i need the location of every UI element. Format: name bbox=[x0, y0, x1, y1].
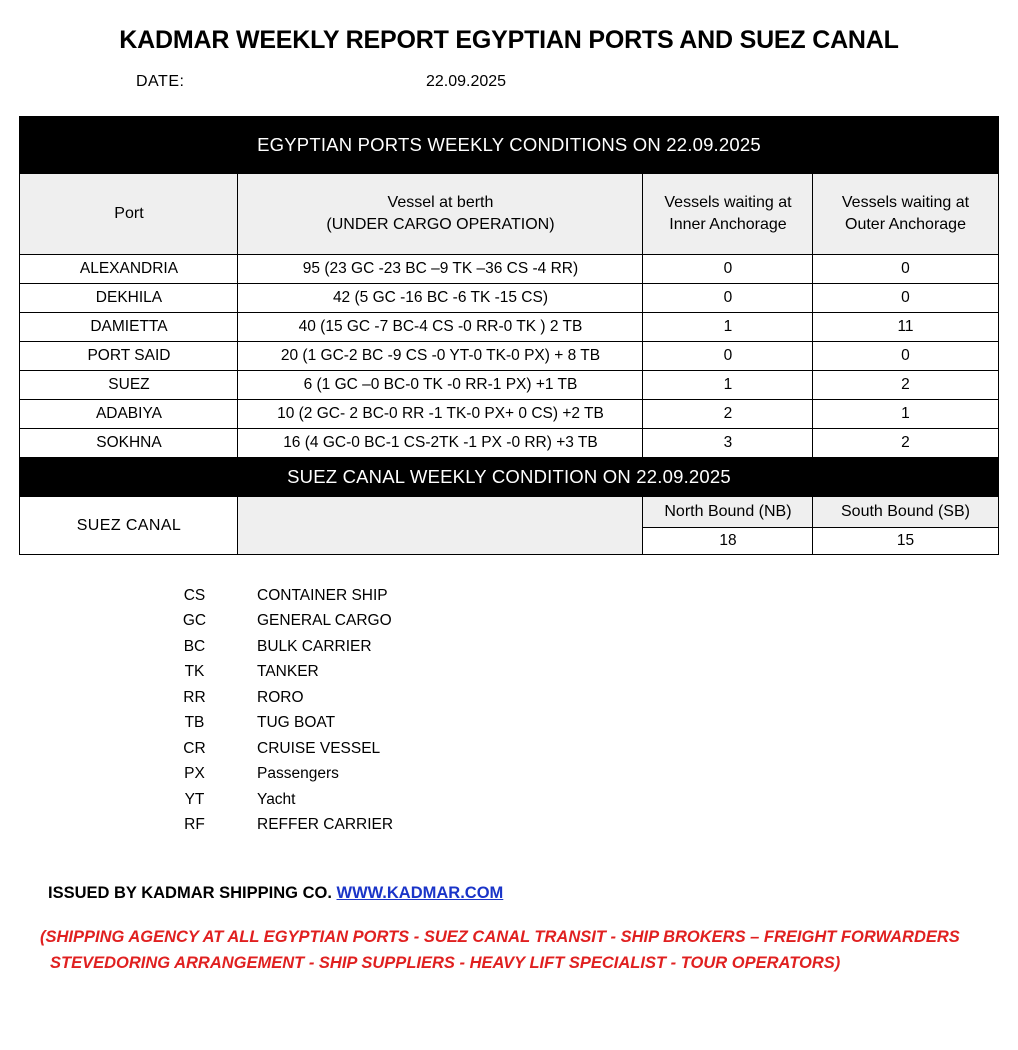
report-table bbox=[19, 116, 998, 555]
legend-description: RORO bbox=[257, 688, 304, 706]
row-outer: 2 bbox=[813, 371, 998, 400]
row-berth: 10 (2 GC- 2 BC-0 RR -1 TK-0 PX+ 0 CS) +2 TB bbox=[238, 400, 643, 429]
list-item bbox=[132, 583, 1018, 609]
list-item bbox=[132, 660, 1018, 686]
header-port: Port bbox=[20, 174, 238, 255]
table-row bbox=[20, 342, 998, 371]
header-outer-anchorage bbox=[813, 174, 998, 255]
row-outer: 0 bbox=[813, 255, 998, 284]
row-berth: 16 (4 GC-0 BC-1 CS-2TK -1 PX -0 RR) +3 TB bbox=[238, 429, 643, 458]
report-page bbox=[0, 26, 1018, 1050]
legend-description: BULK CARRIER bbox=[257, 637, 372, 655]
legend-description: REFFER CARRIER bbox=[257, 816, 394, 834]
suez-north-value: 18 bbox=[643, 528, 813, 555]
row-outer: 11 bbox=[813, 313, 998, 342]
row-outer: 0 bbox=[813, 284, 998, 313]
table-row bbox=[20, 284, 998, 313]
row-inner: 0 bbox=[643, 255, 813, 284]
issued-by-text: ISSUED BY KADMAR SHIPPING CO. bbox=[48, 884, 332, 902]
suez-blank-cell bbox=[238, 497, 643, 555]
legend-description: Passengers bbox=[257, 765, 339, 783]
list-item bbox=[132, 685, 1018, 711]
ports-header-row bbox=[20, 174, 998, 255]
date-row bbox=[0, 73, 1018, 91]
legend-code: GC bbox=[182, 612, 207, 630]
row-outer: 0 bbox=[813, 342, 998, 371]
row-inner: 3 bbox=[643, 429, 813, 458]
row-port: ALEXANDRIA bbox=[20, 255, 238, 284]
list-item bbox=[132, 813, 1018, 839]
table-row bbox=[20, 400, 998, 429]
suez-header-row bbox=[20, 497, 998, 528]
legend-code: RF bbox=[184, 816, 205, 834]
header-outer-anchorage-line1: Vessels waiting at bbox=[841, 194, 970, 212]
list-item bbox=[132, 609, 1018, 635]
legend-code: CS bbox=[183, 586, 206, 604]
ports-band-title: EGYPTIAN PORTS WEEKLY CONDITIONS ON 22.09.2025 bbox=[20, 117, 998, 174]
company-tagline bbox=[0, 925, 1018, 976]
ports-band-row bbox=[20, 117, 998, 174]
legend-description: TANKER bbox=[257, 663, 319, 681]
tagline-line-2: STEVEDORING ARRANGEMENT - SHIP SUPPLIERS - HEAVY LIFT SPECIALIST - TOUR OPERATORS) bbox=[50, 953, 841, 972]
date-label: DATE: bbox=[136, 73, 185, 90]
row-berth: 20 (1 GC-2 BC -9 CS -0 YT-0 TK-0 PX) + 8 TB bbox=[238, 342, 643, 371]
header-outer-anchorage-line2: Outer Anchorage bbox=[845, 216, 966, 233]
suez-south-value: 15 bbox=[813, 528, 998, 555]
row-inner: 1 bbox=[643, 313, 813, 342]
legend-list bbox=[0, 583, 1018, 838]
row-inner: 0 bbox=[643, 342, 813, 371]
legend-code: RR bbox=[183, 688, 206, 706]
row-port: PORT SAID bbox=[20, 342, 238, 371]
row-berth: 40 (15 GC -7 BC-4 CS -0 RR-0 TK ) 2 TB bbox=[238, 313, 643, 342]
row-outer: 2 bbox=[813, 429, 998, 458]
legend-code: CR bbox=[183, 739, 206, 757]
legend-code: TB bbox=[184, 714, 205, 732]
legend-code: YT bbox=[184, 790, 205, 808]
table-row bbox=[20, 371, 998, 400]
list-item bbox=[132, 634, 1018, 660]
suez-canal-label: SUEZ CANAL bbox=[20, 497, 238, 555]
legend-code: PX bbox=[184, 765, 205, 783]
issued-by-line bbox=[0, 884, 1018, 903]
row-berth: 6 (1 GC –0 BC-0 TK -0 RR-1 PX) +1 TB bbox=[238, 371, 643, 400]
row-port: SUEZ bbox=[20, 371, 238, 400]
row-port: ADABIYA bbox=[20, 400, 238, 429]
suez-band-row bbox=[20, 458, 998, 497]
header-vessel-at-berth bbox=[238, 174, 643, 255]
tagline-line-1: (SHIPPING AGENCY AT ALL EGYPTIAN PORTS - SUEZ CANAL TRANSIT - SHIP BROKERS – FREIGHT FORWARDERS bbox=[40, 928, 960, 946]
legend-code: TK bbox=[184, 663, 205, 681]
row-port: DEKHILA bbox=[20, 284, 238, 313]
row-outer: 1 bbox=[813, 400, 998, 429]
row-port: DAMIETTA bbox=[20, 313, 238, 342]
row-inner: 0 bbox=[643, 284, 813, 313]
table-row bbox=[20, 313, 998, 342]
legend-description: GENERAL CARGO bbox=[257, 612, 392, 630]
date-value: 22.09.2025 bbox=[426, 73, 507, 90]
suez-band-title: SUEZ CANAL WEEKLY CONDITION ON 22.09.2025 bbox=[20, 458, 998, 497]
table-row bbox=[20, 429, 998, 458]
list-item bbox=[132, 736, 1018, 762]
list-item bbox=[132, 787, 1018, 813]
page-title: KADMAR WEEKLY REPORT EGYPTIAN PORTS AND SUEZ CANAL bbox=[119, 26, 899, 54]
row-berth: 95 (23 GC -23 BC –9 TK –36 CS -4 RR) bbox=[238, 255, 643, 284]
list-item bbox=[132, 762, 1018, 788]
header-inner-anchorage-line2: Inner Anchorage bbox=[669, 216, 787, 233]
row-port: SOKHNA bbox=[20, 429, 238, 458]
suez-north-header: North Bound (NB) bbox=[643, 497, 813, 528]
header-vessel-at-berth-line2: (UNDER CARGO OPERATION) bbox=[326, 216, 555, 233]
table-row bbox=[20, 255, 998, 284]
suez-south-header: South Bound (SB) bbox=[813, 497, 998, 528]
legend-description: TUG BOAT bbox=[257, 714, 336, 732]
legend-code: BC bbox=[183, 637, 206, 655]
legend-description: CONTAINER SHIP bbox=[257, 586, 388, 604]
kadmar-website-link[interactable]: WWW.KADMAR.COM bbox=[336, 884, 504, 902]
row-inner: 2 bbox=[643, 400, 813, 429]
row-inner: 1 bbox=[643, 371, 813, 400]
list-item bbox=[132, 711, 1018, 737]
row-berth: 42 (5 GC -16 BC -6 TK -15 CS) bbox=[238, 284, 643, 313]
legend-description: CRUISE VESSEL bbox=[257, 739, 381, 757]
header-inner-anchorage bbox=[643, 174, 813, 255]
header-vessel-at-berth-line1: Vessel at berth bbox=[387, 194, 494, 212]
legend-description: Yacht bbox=[257, 790, 296, 808]
header-inner-anchorage-line1: Vessels waiting at bbox=[664, 194, 792, 212]
